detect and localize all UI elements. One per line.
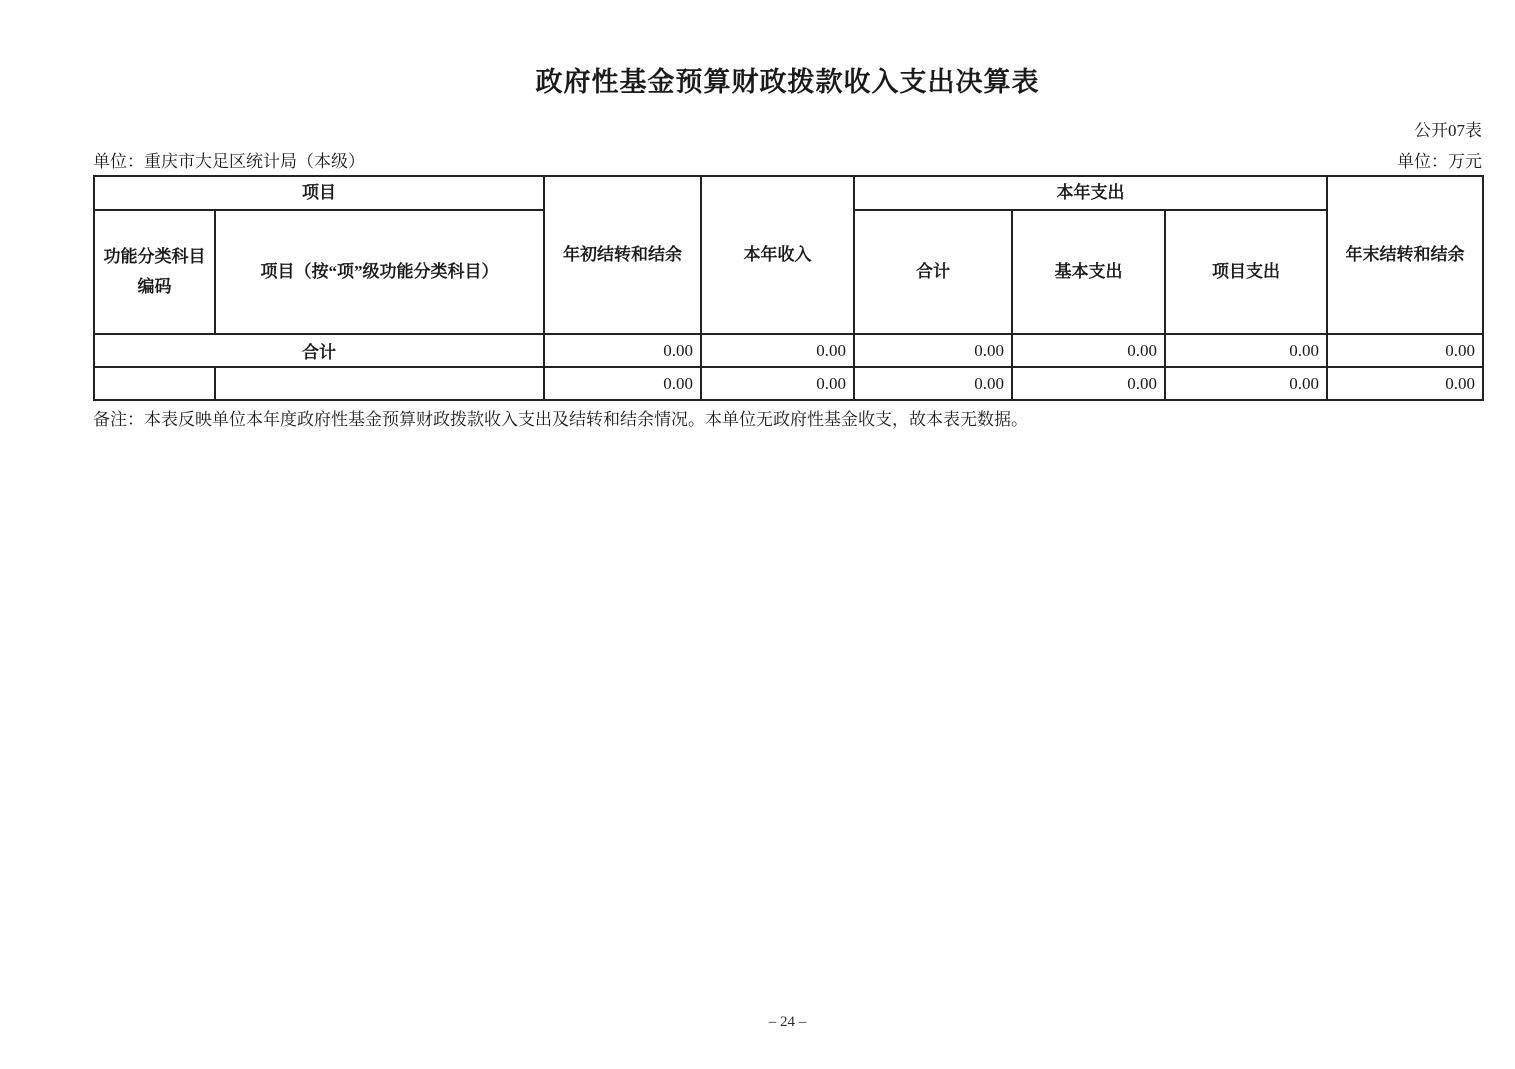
page-number: – 24 – — [768, 1014, 807, 1030]
footnote: 备注：本表反映单位本年度政府性基金预算财政拨款收入支出及结转和结余情况。本单位无政府性基金收支，故本表无数据。 — [93, 410, 1028, 429]
header-expense-total: 合计 — [854, 210, 1012, 334]
header-code: 功能分类科目编码 — [94, 210, 215, 334]
header-project-expense: 项目支出 — [1165, 210, 1327, 334]
detail-code — [94, 367, 215, 400]
table-code: 公开07表 — [1414, 121, 1482, 140]
header-item: 项目（按“项”级功能分类科目） — [215, 210, 544, 334]
table-row-detail — [94, 367, 1483, 400]
total-begin-balance: 0.00 — [544, 334, 701, 367]
detail-begin-balance: 0.00 — [544, 367, 701, 400]
detail-project-expense: 0.00 — [1165, 367, 1327, 400]
detail-end-balance: 0.00 — [1327, 367, 1483, 400]
header-project-group: 项目 — [94, 176, 544, 210]
org-label: 单位：重庆市大足区统计局（本级） — [93, 152, 365, 171]
total-current-income: 0.00 — [701, 334, 854, 367]
total-expense-total: 0.00 — [854, 334, 1012, 367]
header-row-1 — [94, 176, 1483, 210]
header-expense-group: 本年支出 — [854, 176, 1327, 210]
header-begin-balance: 年初结转和结余 — [544, 176, 701, 334]
fiscal-table — [93, 175, 1484, 401]
page-title: 政府性基金预算财政拨款收入支出决算表 — [535, 67, 1040, 97]
detail-item — [215, 367, 544, 400]
table-row-total — [94, 334, 1483, 367]
detail-expense-total: 0.00 — [854, 367, 1012, 400]
total-end-balance: 0.00 — [1327, 334, 1483, 367]
content-area — [93, 0, 1482, 431]
detail-current-income: 0.00 — [701, 367, 854, 400]
meta-line — [93, 151, 1482, 173]
total-project-expense: 0.00 — [1165, 334, 1327, 367]
total-basic-expense: 0.00 — [1012, 334, 1165, 367]
detail-basic-expense: 0.00 — [1012, 367, 1165, 400]
header-current-income: 本年收入 — [701, 176, 854, 334]
total-row-label: 合计 — [94, 334, 544, 367]
header-end-balance: 年末结转和结余 — [1327, 176, 1483, 334]
unit-label: 单位：万元 — [1397, 152, 1482, 171]
header-basic-expense: 基本支出 — [1012, 210, 1165, 334]
